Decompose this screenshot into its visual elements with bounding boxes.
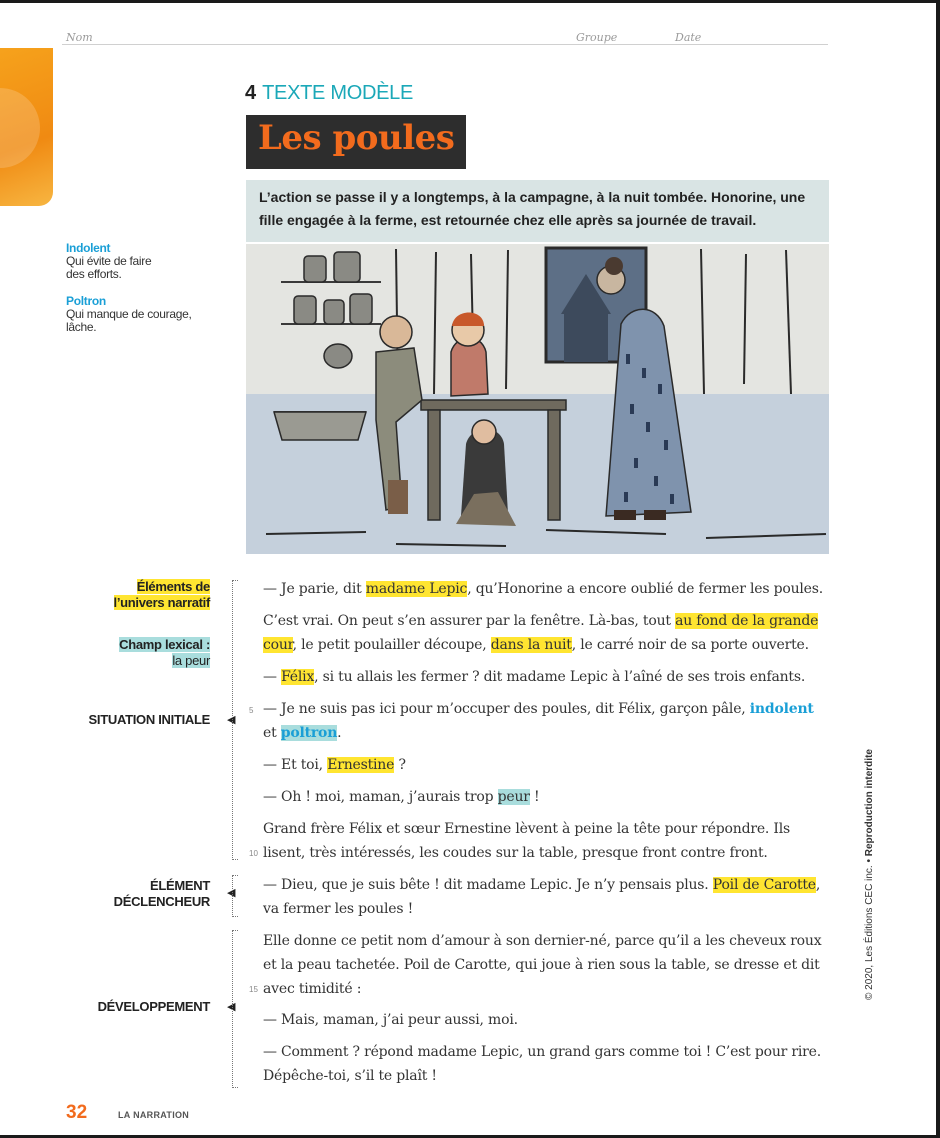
arrow-left-icon: ◀ xyxy=(227,1000,236,1013)
paragraph-2: C’est vrai. On peut s’en assurer par la fenêtre. Là-bas, tout au fond de la grande cour, le petit poulailler découpe, dans la nuit, le carré noir de sa porte ouverte. xyxy=(263,613,819,653)
highlight-fear: peur xyxy=(497,789,530,805)
header-nom: Nom xyxy=(66,31,93,44)
section-label: TEXTE MODÈLE xyxy=(262,82,413,104)
chapter-tab xyxy=(0,48,53,206)
legend-champ-line2: la peur xyxy=(172,653,210,668)
highlight-time: dans la nuit xyxy=(490,637,572,653)
line-number: 5 xyxy=(249,706,254,715)
arrow-left-icon: ◀ xyxy=(227,713,236,726)
highlight-character: madame Lepic xyxy=(365,581,468,597)
glossary-indolent xyxy=(66,242,166,281)
paragraph-1: — Je parie, dit madame Lepic, qu’Honorine a encore oublié de fermer les poules. xyxy=(263,581,823,597)
page-title: Les poules xyxy=(258,118,455,158)
label-situation-initiale: SITUATION INITIALE xyxy=(88,712,210,727)
copyright-notice: © 2020, Les Éditions CEC inc. • Reproduction interdite xyxy=(864,749,875,1000)
paragraph-4: — Je ne suis pas ici pour m’occuper des poules, dit Félix, garçon pâle, indolent et poltron. xyxy=(263,701,814,741)
line-number: 10 xyxy=(249,849,258,858)
highlight-character: Poil de Carotte xyxy=(712,877,816,893)
paragraph-11: — Comment ? répond madame Lepic, un grand gars comme toi ! C’est pour rire. Dépêche-toi, s’il te plaît ! xyxy=(263,1044,821,1084)
line-number: 15 xyxy=(249,985,258,994)
label-developpement: DÉVELOPPEMENT xyxy=(97,999,210,1014)
intro-text: L’action se passe il y a longtemps, à la campagne, à la nuit tombée. Honorine, une fille engagée à la ferme, est retournée chez elle après sa journée de travail. xyxy=(259,189,806,228)
paragraph-8: — Dieu, que je suis bête ! dit madame Lepic. Je n’y pensais plus. Poil de Carotte, va fermer les poules ! xyxy=(263,877,821,917)
keyword-poltron: poltron xyxy=(280,725,338,741)
label-element-declencheur xyxy=(114,878,210,910)
bracket-situation xyxy=(232,580,238,860)
paragraph-7: Grand frère Félix et sœur Ernestine lèvent à peine la tête pour répondre. Ils lisent, très intéressés, les coudes sur la table, presque front contre front. xyxy=(263,821,791,861)
label-declencheur-line2: DÉCLENCHEUR xyxy=(113,894,210,909)
chapter-name: LA NARRATION xyxy=(118,1110,190,1120)
legend-elements-line1: Éléments de xyxy=(136,579,210,594)
legend-champ-lexical xyxy=(119,637,210,669)
glossary-poltron xyxy=(66,295,201,334)
glossary-term: Indolent xyxy=(66,241,111,255)
section-heading xyxy=(245,82,413,105)
header-groupe: Groupe xyxy=(576,31,618,44)
glossary-definition: Qui manque de courage, lâche. xyxy=(66,307,192,334)
bracket-developpement xyxy=(232,930,238,1088)
bracket-declencheur xyxy=(232,875,238,917)
keyword-indolent: indolent xyxy=(749,701,814,717)
paragraph-6: — Oh ! moi, maman, j’aurais trop peur ! xyxy=(263,789,540,805)
glossary-definition: Qui évite de faire des efforts. xyxy=(66,254,152,281)
highlight-character: Ernestine xyxy=(327,757,395,773)
paragraph-5: — Et toi, Ernestine ? xyxy=(263,757,406,773)
kitchen-scene-illustration xyxy=(246,244,829,554)
glossary-term: Poltron xyxy=(66,294,106,308)
legend-elements-line2: l’univers narratif xyxy=(113,595,210,610)
arrow-left-icon: ◀ xyxy=(227,886,236,899)
highlight-place: au fond de la grande cour xyxy=(263,613,819,653)
page-number: 32 xyxy=(66,1102,88,1123)
page-frame-right xyxy=(936,0,940,1138)
label-declencheur-line1: ÉLÉMENT xyxy=(149,878,210,893)
legend-champ-line1: Champ lexical : xyxy=(119,637,210,652)
header-date: Date xyxy=(675,31,702,44)
paragraph-9: Elle donne ce petit nom d’amour à son dernier-né, parce qu’il a les cheveux roux et la peau tachetée. Poil de Carotte, qui joue à rien sous la table, se dresse et dit avec timidité : xyxy=(263,933,822,997)
legend-elements xyxy=(114,579,210,611)
highlight-character: Félix xyxy=(281,669,315,685)
header-rule xyxy=(62,44,828,45)
page-frame-top xyxy=(0,0,940,3)
section-number: 4 xyxy=(245,82,257,104)
paragraph-10: — Mais, maman, j’ai peur aussi, moi. xyxy=(263,1012,518,1028)
paragraph-3: — Félix, si tu allais les fermer ? dit madame Lepic à l’aîné de ses trois enfants. xyxy=(263,669,806,685)
